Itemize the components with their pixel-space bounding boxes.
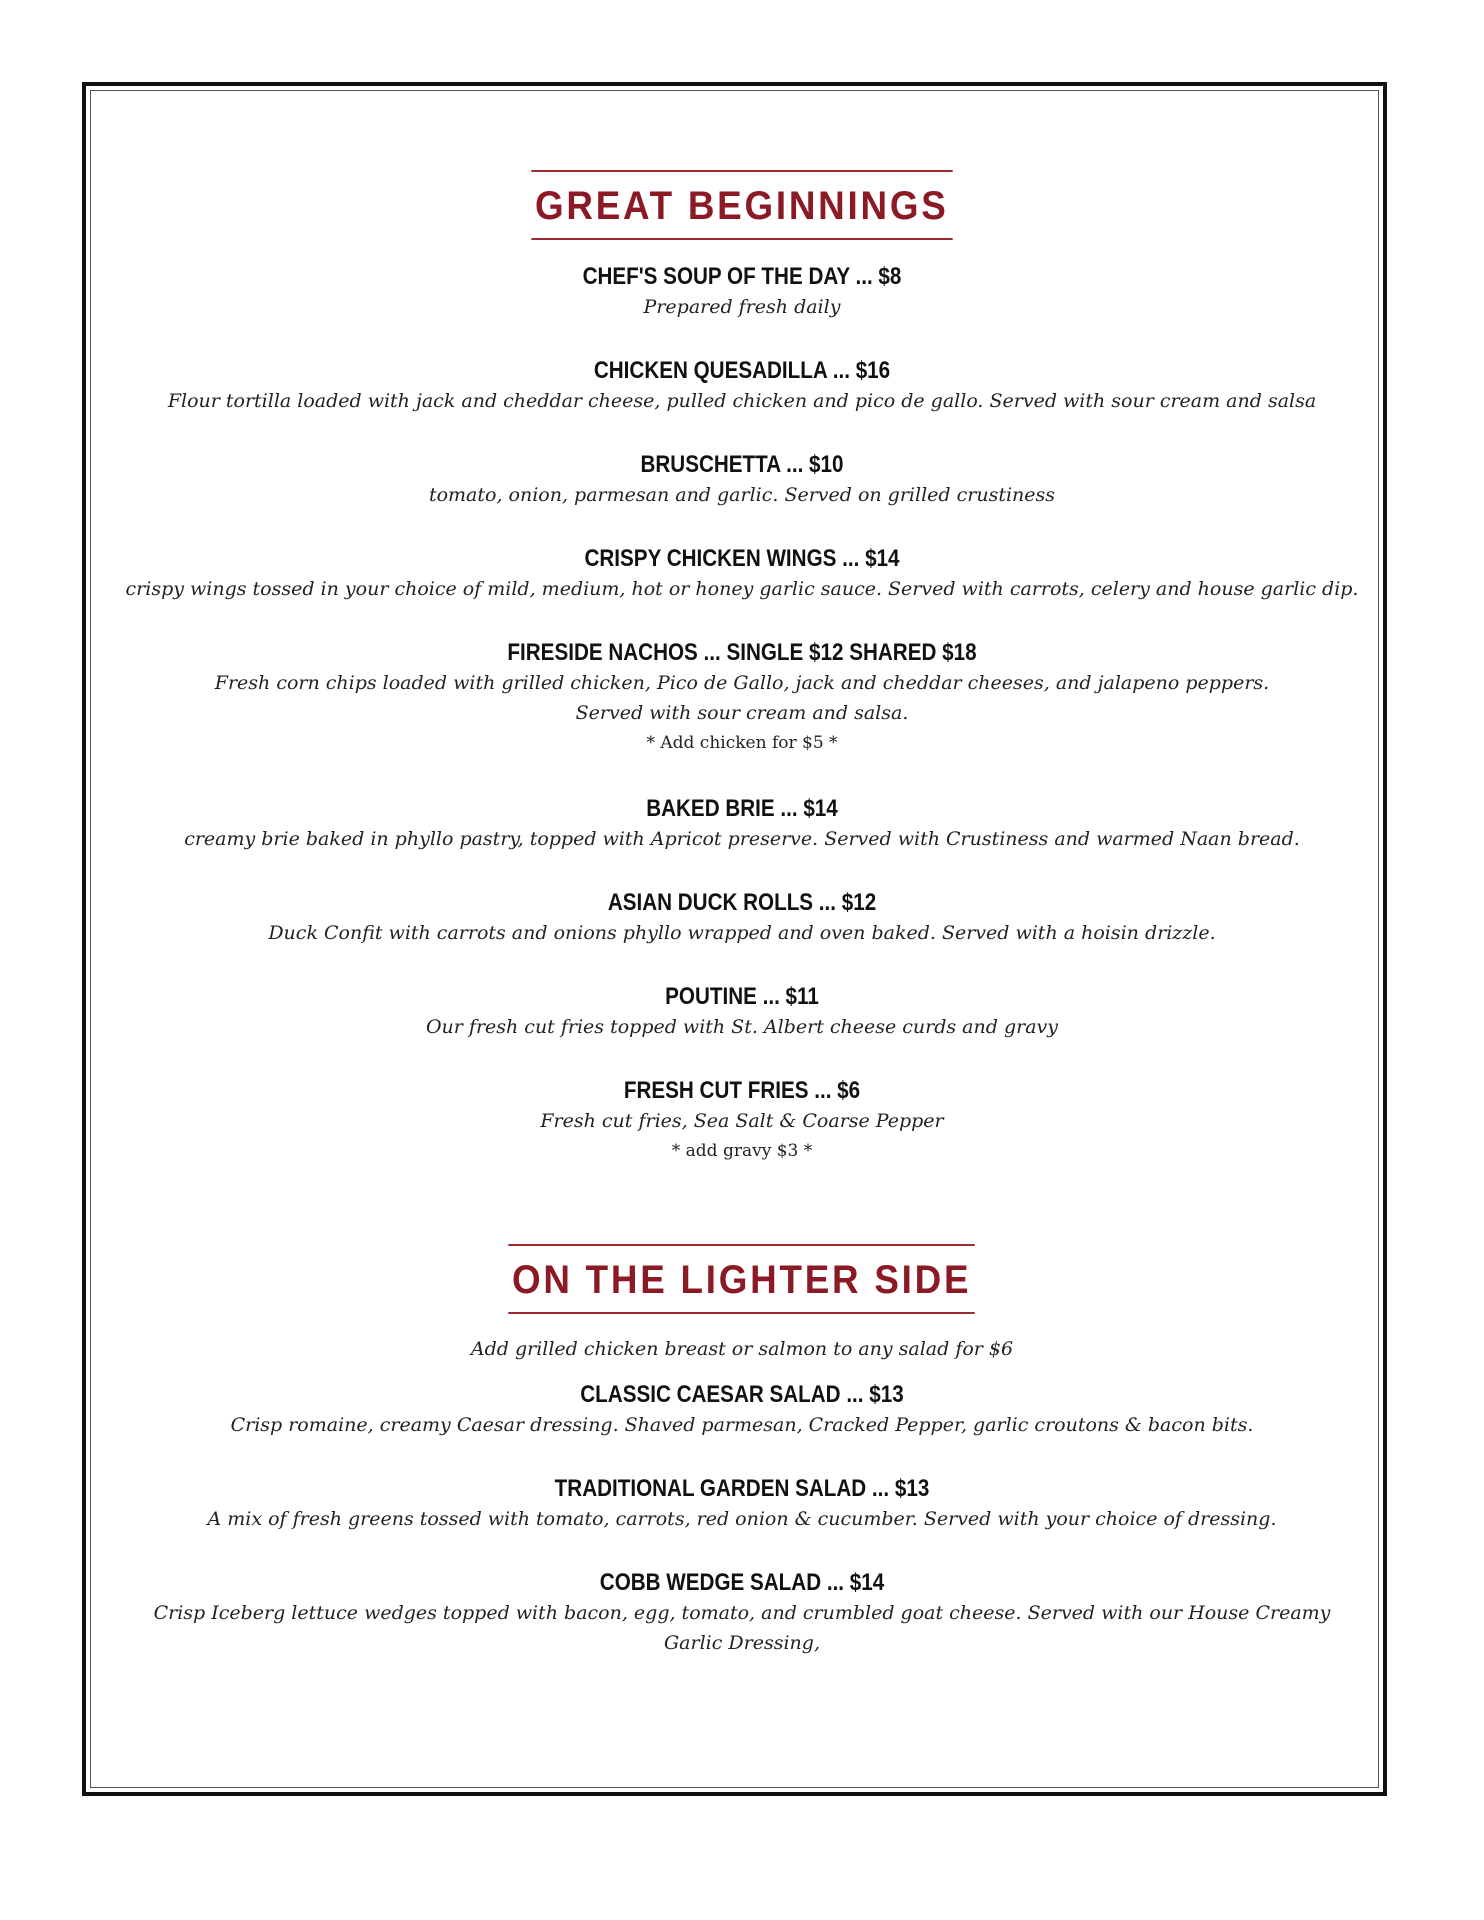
item-description: Our fresh cut fries topped with St. Albert cheese curds and gravy xyxy=(425,1016,1058,1038)
menu-item-baked-brie xyxy=(0,794,1484,854)
item-note: * Add chicken for $5 * xyxy=(646,733,838,753)
item-description: Crisp Iceberg lettuce wedges topped with bacon, egg, tomato, and crumbled goat cheese. Served with our House Creamy Garlic Dressing, xyxy=(153,1602,1331,1654)
item-description: Crisp romaine, creamy Caesar dressing. Shaved parmesan, Cracked Pepper, garlic croutons & bacon bits. xyxy=(230,1414,1254,1436)
menu-item-nachos xyxy=(0,638,1484,758)
item-description: Fresh cut fries, Sea Salt & Coarse Pepper xyxy=(540,1110,944,1132)
item-description: Prepared fresh daily xyxy=(643,296,841,318)
menu-item-fries xyxy=(0,1076,1484,1166)
menu-item-garden xyxy=(0,1474,1484,1534)
item-title: BAKED BRIE ... $14 xyxy=(646,795,838,822)
item-title: FRESH CUT FRIES ... $6 xyxy=(623,1077,861,1104)
item-description: creamy brie baked in phyllo pastry, topped with Apricot preserve. Served with Crustiness and warmed Naan bread. xyxy=(184,828,1300,850)
item-title: POUTINE ... $11 xyxy=(665,983,819,1010)
item-title: CHEF'S SOUP OF THE DAY ... $8 xyxy=(582,263,902,290)
item-title: CRISPY CHICKEN WINGS ... $14 xyxy=(584,545,900,572)
section-intro: Add grilled chicken breast or salmon to any salad for $6 xyxy=(470,1338,1014,1360)
item-description: A mix of fresh greens tossed with tomato, carrots, red onion & cucumber. Served with your choice of dressing. xyxy=(207,1508,1277,1530)
item-description: Fresh corn chips loaded with grilled chicken, Pico de Gallo, jack and cheddar cheeses, and jalapeno peppers. Served with sour cream and salsa. xyxy=(214,672,1270,724)
item-note: * add gravy $3 * xyxy=(671,1141,813,1161)
menu-item-caesar xyxy=(0,1380,1484,1440)
menu-item-soup xyxy=(0,262,1484,322)
section-intro-wrap xyxy=(0,1334,1484,1364)
menu-item-quesadilla xyxy=(0,356,1484,416)
menu-item-wings xyxy=(0,544,1484,604)
item-title: TRADITIONAL GARDEN SALAD ... $13 xyxy=(554,1475,930,1502)
menu-item-poutine xyxy=(0,982,1484,1042)
section-lighter-side-heading-wrap xyxy=(0,1244,1484,1314)
menu-item-cobb xyxy=(0,1568,1484,1658)
menu-item-duck-rolls xyxy=(0,888,1484,948)
item-title: CHICKEN QUESADILLA ... $16 xyxy=(593,357,891,384)
item-title: CLASSIC CAESAR SALAD ... $13 xyxy=(580,1381,904,1408)
item-description: crispy wings tossed in your choice of mild, medium, hot or honey garlic sauce. Served with carrots, celery and house garlic dip. xyxy=(125,578,1359,600)
item-title: BRUSCHETTA ... $10 xyxy=(640,451,844,478)
item-description: tomato, onion, parmesan and garlic. Served on grilled crustiness xyxy=(428,484,1056,506)
item-description: Duck Confit with carrots and onions phyllo wrapped and oven baked. Served with a hoisin drizzle. xyxy=(268,922,1216,944)
section-heading: ON THE LIGHTER SIDE xyxy=(509,1244,976,1314)
menu-item-bruschetta xyxy=(0,450,1484,510)
section-great-beginnings-heading-wrap xyxy=(0,170,1484,240)
item-title: COBB WEDGE SALAD ... $14 xyxy=(599,1569,885,1596)
item-description: Flour tortilla loaded with jack and cheddar cheese, pulled chicken and pico de gallo. Served with sour cream and salsa xyxy=(167,390,1317,412)
section-heading: GREAT BEGINNINGS xyxy=(532,170,953,240)
item-title: ASIAN DUCK ROLLS ... $12 xyxy=(607,889,877,916)
item-title: FIRESIDE NACHOS ... SINGLE $12 SHARED $18 xyxy=(507,639,977,666)
